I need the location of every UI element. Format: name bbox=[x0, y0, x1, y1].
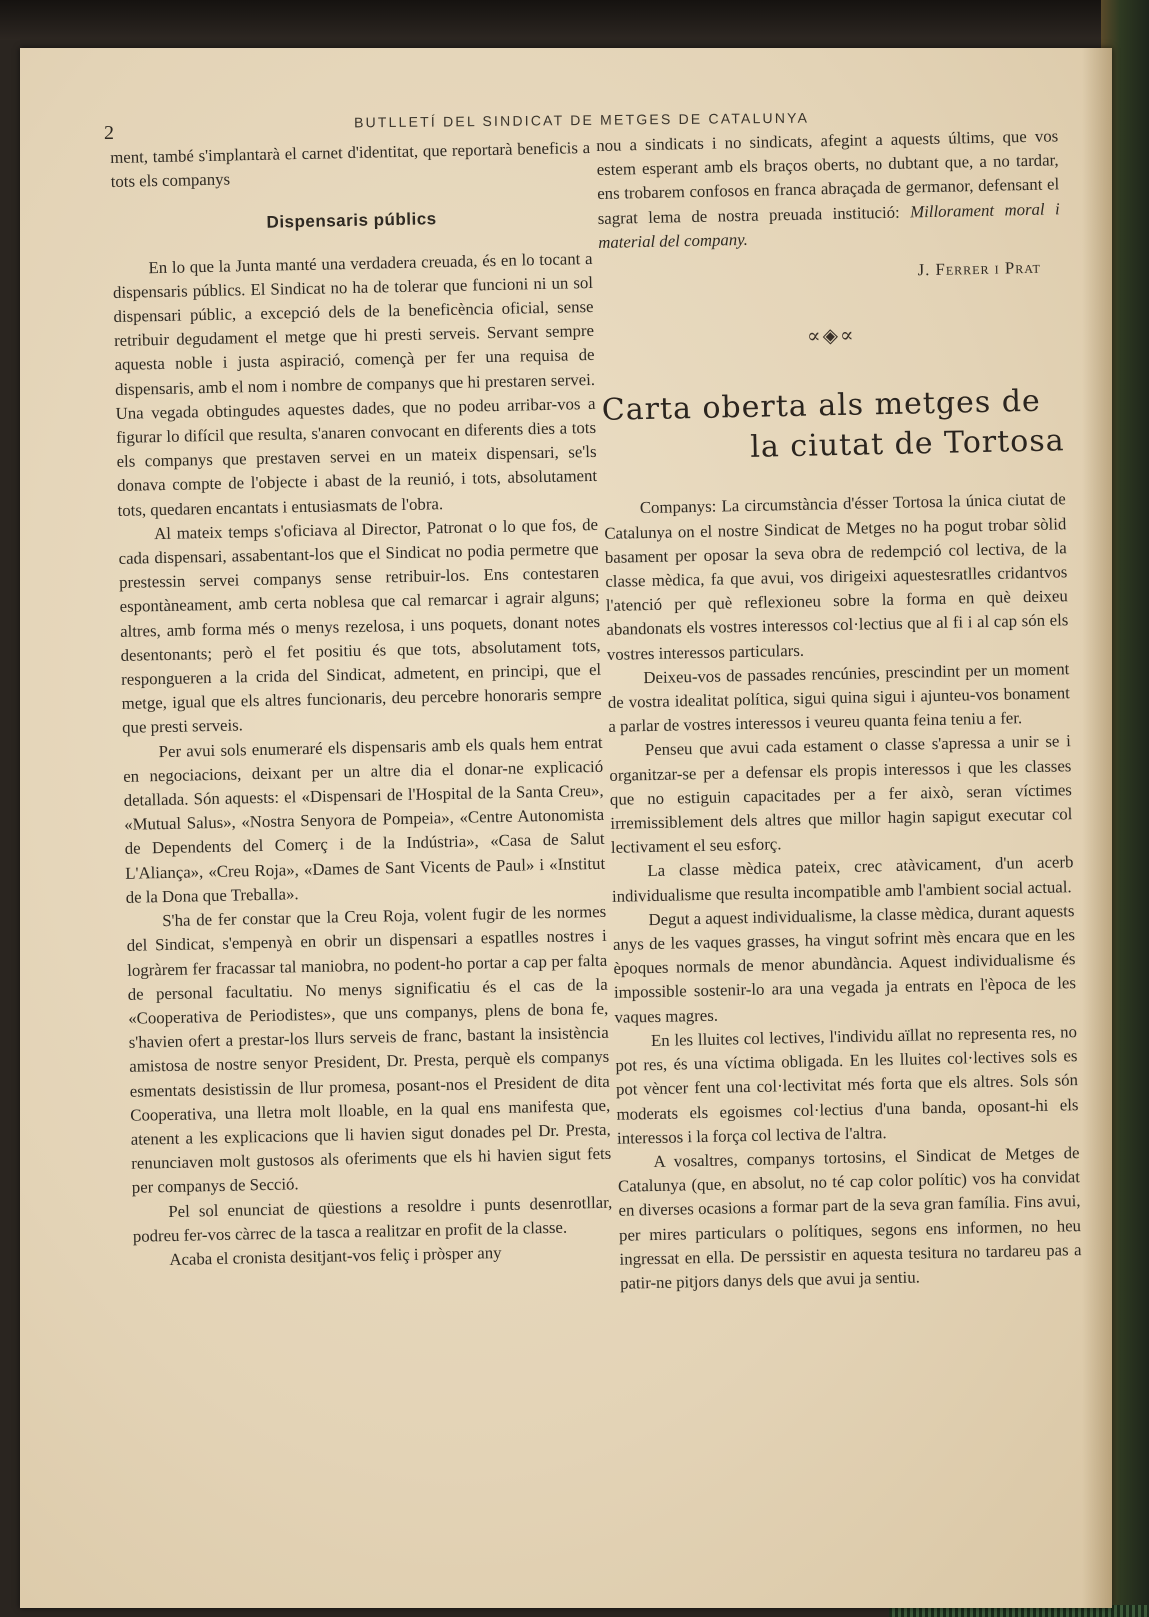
left-intro-paragraph: ment, també s'implantarà el carnet d'identitat, que reportarà beneficis a tots els companys bbox=[110, 137, 591, 192]
left-paragraph-2: Al mateix temps s'oficiava al Director, Patronat o lo que fos, de cada dispensari, assabentant-los que el Sindicat no podia permetre que prestessin servei companys sense retribuir-los. Ens contestaren espontàneament, amb certa noblesa que cal remarcar i agrair alguns; altres, amb forma més o menys rezelosa, i uns poquets, donant notes desentonants; però el fet positiu és que tots, absolutament tots, respongueren a la crida del Sindicat, admetent, en principi, que el metge, igual que els altres funcionaris, deu percebre honoraris sempre que presti serveis. bbox=[118, 514, 602, 738]
article-title bbox=[601, 382, 1065, 472]
right-paragraph-7: A vosaltres, companys tortosins, el Sindicat de Metges de Catalunya (que, en absolut, no té cap color polític) vos ha convidat en diverses ocasions a formar part de la seva gran família. Fins avui, per mires particulars o polítiques, segons ens informen, no heu ingressat en ella. De perssistir en aquesta tesitura no tardareu pas a patir-ne pitjors danys dels que avui ja sentiu. bbox=[617, 1143, 1082, 1293]
left-paragraph-1: En lo que la Junta manté una verdadera creuada, és en lo tocant a dispensaris públics. El Sindicat no ha de tolerar que funcioni ni un sol dispensari públic, a excepció dels de la beneficència oficial, sense retribuir degudament el metge que hi presti serveis. Servant sempre aquesta noble i justa aspiració, començà per fer una requisa de dispensaris, amb el nom i nombre de companys que hi prestaren servei. Una vegada obtingudes aquestes dades, que no podeu arribar-vos a figurar lo difícil que resulta, s'anaren convocant en diferents dies a tots els companys que prestaven servei en un mateix dispensari, se'ls donava compte de l'objecte i abast de la reunió, i tots, absolutament tots, quedaren encantats i entusiasmats de l'obra. bbox=[112, 248, 598, 520]
left-paragraph-4: S'ha de fer constar que la Creu Roja, volent fugir de les normes del Sindicat, s'empenyà en obrir un dispensari a espatlles nostres i logràrem fer fracassar tal maniobra, no podent-ho portar a cap per falta de personal facultatiu. No menys significatiu és el cas de la «Cooperativa de Periodistes», que uns companys, plens de bona fe, s'havien ofert a prestar-los llurs serveis de franc, bastant la insistència amistosa de nostre senyor President, Dr. Presta, perquè els companys esmentats desistissin de llur promesa, posant-nos el President de dita Cooperativa, una lletra molt lloable, en la qual ens manifesta que, atenent a les explicacions que li havien sigut donades pel Dr. Presta, renunciaven molt gustosos als oferiments que els hi havien sigut fets per companys de Secció. bbox=[126, 901, 612, 1198]
right-column bbox=[596, 124, 1082, 1296]
right-paragraph-5: Degut a aquest individualisme, la classe mèdica, durant aquests anys de les vaques grasses, ha vingut sofrint mès encara que en les èpoques normals de menor abundància. Aquest individualisme és impossible sostenir-lo ara una vegada ja entrats en l'època de les vaques magres. bbox=[612, 901, 1077, 1027]
ornament-divider: ∝◈∝ bbox=[806, 324, 856, 348]
left-paragraph-5: Pel sol enunciat de qüestions a resoldre i punts desenrotllar, podreu fer-vos càrrec de la tasca a realitzar en profit de la classe. bbox=[132, 1192, 613, 1246]
right-paragraph-4: La classe mèdica pateix, crec atàvicament, d'un acerb individualisme que resulta incompatible amb l'ambient social actual. bbox=[611, 852, 1074, 906]
right-paragraph-1: Companys: La circumstància d'ésser Tortosa la única ciutat de Catalunya on el nostre Sindicat de Metges no ha pogut trobar sòlid basament per oposar la seva obra de redempció col lectiva, de la classe mèdica, fa que avui, vos dirigeixi aquestesratlles cridantvos l'atenció per què reflexioneu sobre la forma en què deixeu abandonats els vostres interessos col·lectius que al fi i al cap són els vostres interessos particulars. bbox=[604, 489, 1069, 664]
right-paragraph-2: Deixeu-vos de passades rencúnies, prescindint per un moment de vostra idealitat política, sigui quina sigui i ajunteu-vos bonament a parlar de vostres interessos i veureu quanta feina teniu a fer. bbox=[607, 659, 1071, 737]
right-paragraph-6: En les lluites col lectives, l'individu aïllat no representa res, no pot res, és una víctima obligada. En les lluites col·lectives sols es pot vèncer fent una col·lectivitat més forta que els altres. Sols són moderats els egoismes col·lectius d'una banda, oposant-hi els interessos i la força col lectiva de l'altra. bbox=[615, 1022, 1079, 1148]
page-edge-shadow bbox=[1082, 48, 1112, 1608]
background-top bbox=[0, 0, 1149, 40]
signature: J. Ferrer i Prat bbox=[917, 257, 1042, 280]
right-paragraph-3: Penseu que avui cada estament o classe s'apressa a unir se i organitzar-se per a defensar els propis interessos i que les classes que no estiguin capacitades per a fer això, seran víctimes irremissiblement dels altres que millor hagin sapigut executar col lectivament el seu esforç. bbox=[609, 731, 1073, 858]
section-title: Dispensaris públics bbox=[266, 209, 437, 233]
article-title-line-1: Carta oberta als metges de bbox=[601, 384, 1042, 429]
right-continuation-paragraph bbox=[596, 124, 1060, 255]
motto: Millorament moral i material del company. bbox=[598, 198, 1060, 252]
continuation-text: nou a sindicats i no sindicats, afegint a aquests últims, que vos estem esperant amb els braços oberts, no dubtant que, a no tardar, ens trobarem confosos en franca abraçada de germanor, defensant el sagrat lema de nostra preuada institució: bbox=[596, 126, 1060, 228]
page-number: 2 bbox=[104, 122, 114, 144]
left-paragraph-6: Acaba el cronista desitjant-vos feliç i pròsper any bbox=[169, 1242, 502, 1269]
article-title-line-2: la ciutat de Tortosa bbox=[749, 423, 1065, 466]
left-paragraph-3: Per avui sols enumeraré els dispensaris amb els quals hem entrat en negociacions, deixant per un altre dia el donar-ne explicació detallada. Són aquests: el «Dispensari de l'Hospital de la Santa Creu», «Mutual Salus», «Nostra Senyora de Pompeia», «Centre Autonomista de Dependents del Comerç i de la Indústria», «Casa de Salut L'Aliança», «Creu Roja», «Dames de Sant Vicents de Paul» i «Institut de la Dona que Treballa». bbox=[123, 732, 606, 907]
running-head: BUTLLETÍ DEL SINDICAT DE METGES DE CATALUNYA bbox=[353, 109, 810, 131]
left-column bbox=[110, 136, 613, 1273]
